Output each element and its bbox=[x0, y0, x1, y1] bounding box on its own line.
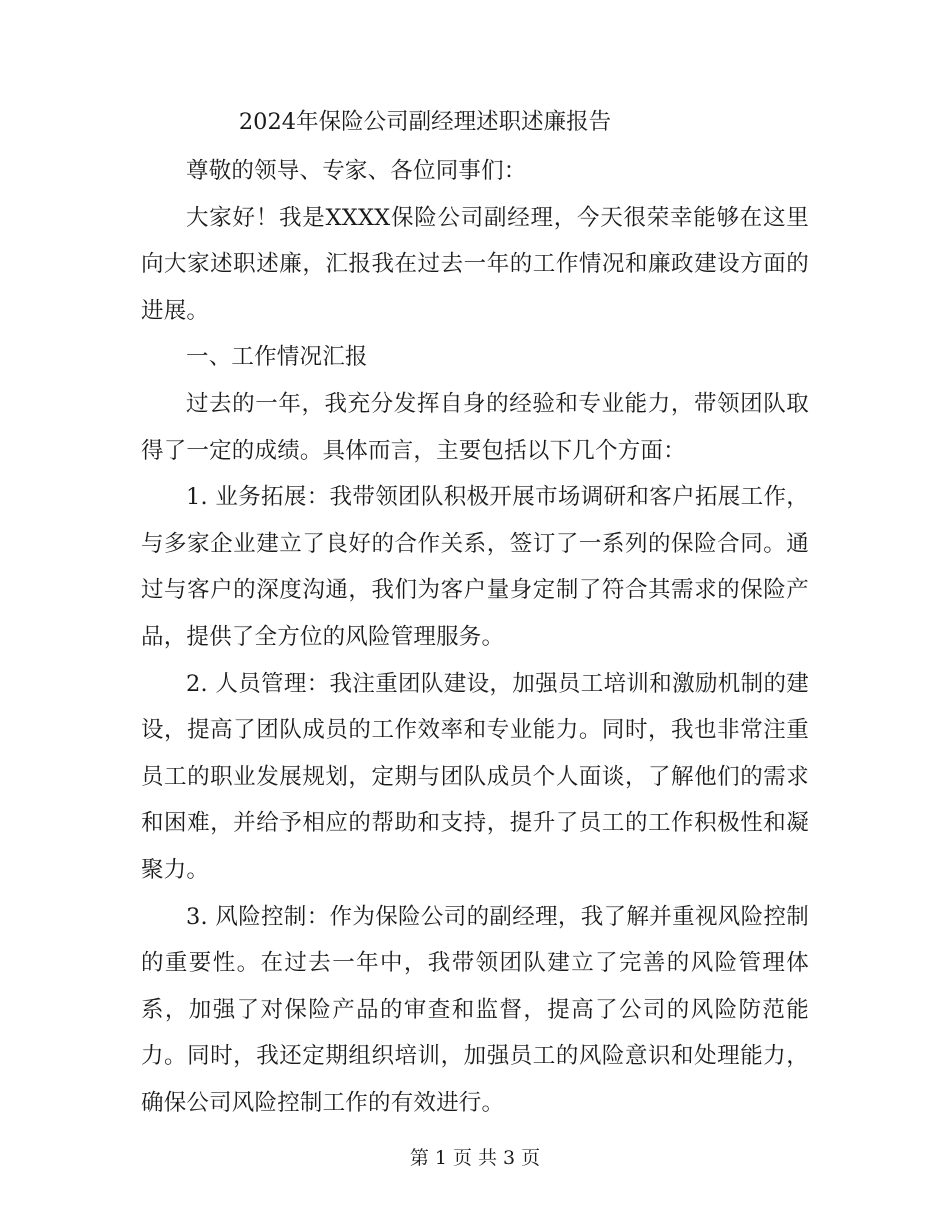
item-risk-control: 3. 风险控制：作为保险公司的副经理，我了解并重视风险控制的重要性。在过去一年中，我带领团队建立了完善的风险管理体系，加强了对保险产品的审查和监督，提高了公司的风险防范能力。同时，我还定期组织培训，加强员工的风险意识和处理能力，确保公司风险控制工作的有效进行。 bbox=[141, 903, 809, 1116]
document-body bbox=[141, 148, 809, 1126]
page-number-footer: 第 1 页 共 3 页 bbox=[409, 1147, 541, 1169]
item-personnel-management: 2. 人员管理：我注重团队建设，加强员工培训和激励机制的建设，提高了团队成员的工作效率和专业能力。同时，我也非常注重员工的职业发展规划，定期与团队成员个人面谈，了解他们的需求和困难，并给予相应的帮助和支持，提升了员工的工作积极性和凝聚力。 bbox=[141, 670, 809, 883]
summary-paragraph: 过去的一年，我充分发挥自身的经验和专业能力，带领团队取得了一定的成绩。具体而言，主要包括以下几个方面： bbox=[141, 390, 809, 464]
document-title: 2024年保险公司副经理述职述廉报告 bbox=[238, 109, 612, 135]
item-business-expansion: 1. 业务拓展：我带领团队积极开展市场调研和客户拓展工作，与多家企业建立了良好的合作关系，签订了一系列的保险合同。通过与客户的深度沟通，我们为客户量身定制了符合其需求的保险产品，提供了全方位的风险管理服务。 bbox=[141, 484, 809, 650]
section-heading: 一、工作情况汇报 bbox=[186, 344, 368, 371]
intro-paragraph: 大家好！我是XXXX保险公司副经理，今天很荣幸能够在这里向大家述职述廉，汇报我在过去一年的工作情况和廉政建设方面的进展。 bbox=[141, 204, 809, 324]
salutation: 尊敬的领导、专家、各位同事们： bbox=[186, 158, 527, 184]
